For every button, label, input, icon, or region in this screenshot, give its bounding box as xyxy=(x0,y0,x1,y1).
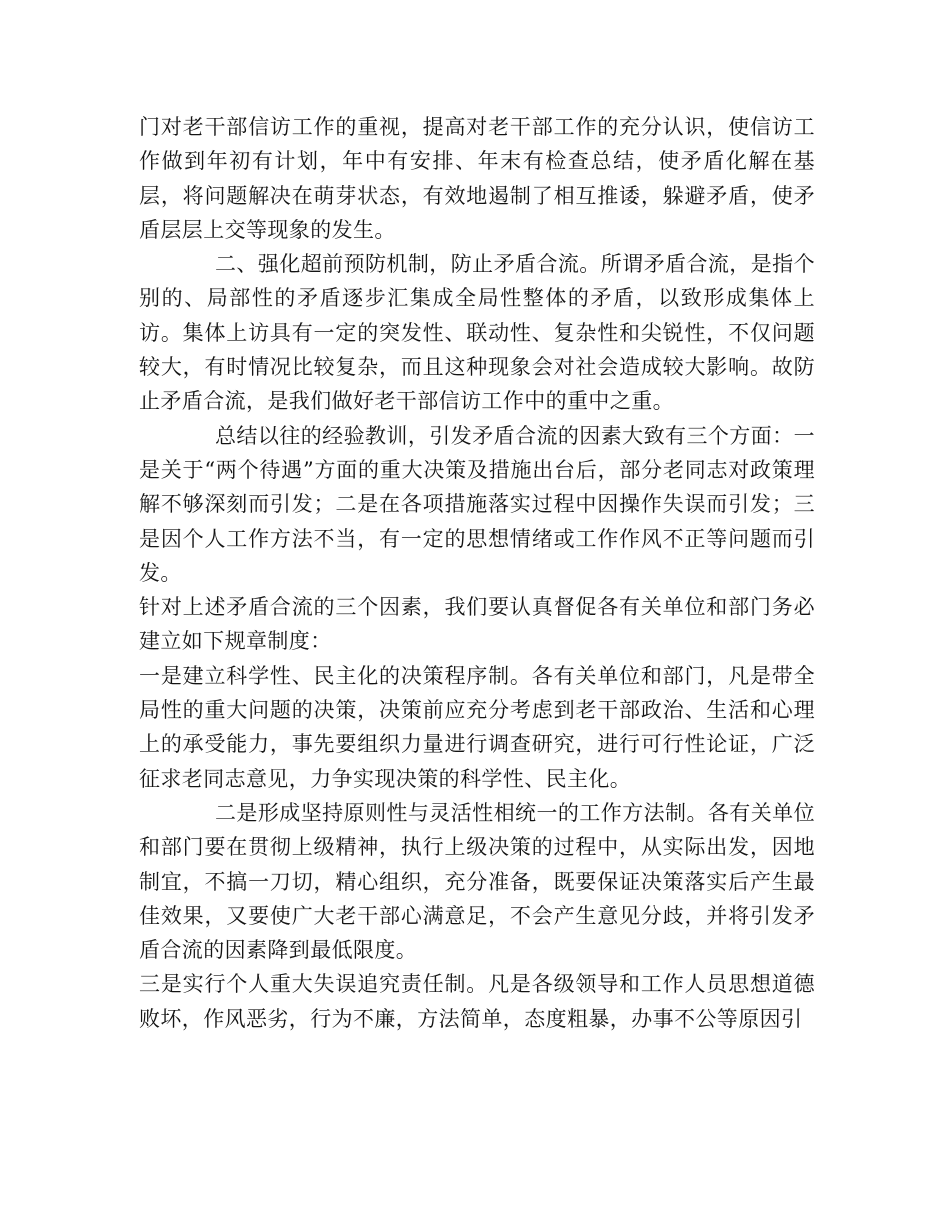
paragraph-7: 三是实行个人重大失误追究责任制。凡是各级领导和工作人员思想道德败坏，作风恶劣，行为不廉，方法简单，态度粗暴，办事不公等原因引 xyxy=(139,972,815,1031)
paragraph-3: 总结以往的经验教训，引发矛盾合流的因素大致有三个方面：一是关于“两个待遇”方面的重大决策及措施出台后，部分老同志对政策理解不够深刻而引发；二是在各项措施落实过程中因操作失误而引发；三是因个人工作方法不当，有一定的思想情绪或工作作风不正等问题而引发。 xyxy=(139,423,815,585)
document-body xyxy=(139,110,815,1036)
paragraph-5: 一是建立科学性、民主化的决策程序制。各有关单位和部门，凡是带全局性的重大问题的决策，决策前应充分考虑到老干部政治、生活和心理上的承受能力，事先要组织力量进行调查研究，进行可行性论证，广泛征求老同志意见，力争实现决策的科学性、民主化。 xyxy=(139,663,815,791)
paragraph-4: 针对上述矛盾合流的三个因素，我们要认真督促各有关单位和部门务必建立如下规章制度： xyxy=(139,595,815,654)
paragraph-6: 二是形成坚持原则性与灵活性相统一的工作方法制。各有关单位和部门要在贯彻上级精神，执行上级决策的过程中，从实际出发，因地制宜，不搞一刀切，精心组织，充分准备，既要保证决策落实后产生最佳效果，又要使广大老干部心满意足，不会产生意见分歧，并将引发矛盾合流的因素降到最低限度。 xyxy=(139,800,815,963)
paragraph-1: 门对老干部信访工作的重视，提高对老干部工作的充分认识，使信访工作做到年初有计划，年中有安排、年末有检查总结，使矛盾化解在基层，将问题解决在萌芽状态，有效地遏制了相互推诿，躲避矛盾，使矛盾层层上交等现象的发生。 xyxy=(139,115,815,242)
paragraph-2: 二、强化超前预防机制，防止矛盾合流。所谓矛盾合流，是指个别的、局部性的矛盾逐步汇集成全局性整体的矛盾，以致形成集体上访。集体上访具有一定的突发性、联动性、复杂性和尖锐性，不仅问题较大，有时情况比较复杂，而且这种现象会对社会造成较大影响。故防止矛盾合流，是我们做好老干部信访工作中的重中之重。 xyxy=(139,252,815,414)
